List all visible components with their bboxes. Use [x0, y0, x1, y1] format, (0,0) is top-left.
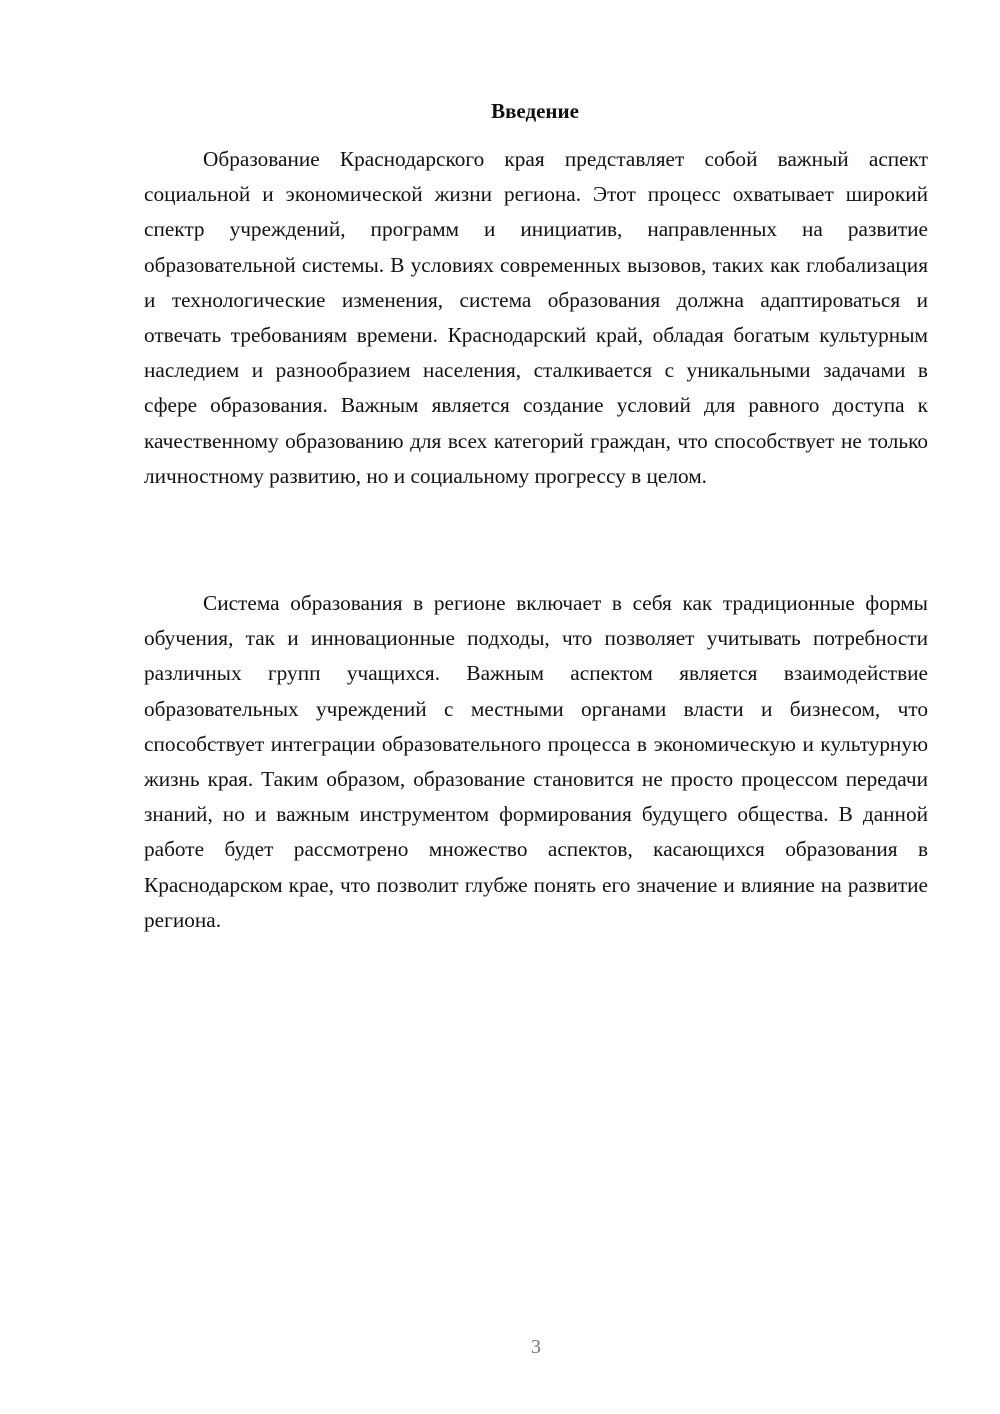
paragraph-text: Образование Краснодарского края представляет собой важный аспект социальной и экономической жизни региона. Этот процесс охватывает широкий спектр учреждений, программ и инициатив, направленных на развитие образовательной системы. В условиях современных вызовов, таких как глобализация и технологические изменения, система образования должна адаптироваться и отвечать требованиям времени. Краснодарский край, обладая богатым культурным наследием и разнообразием населения, сталкивается с уникальными задачами в сфере образования. Важным является создание условий для равного доступа к качественному образованию для всех категорий граждан, что способствует не только личностному развитию, но и социальному прогрессу в целом.	[144, 147, 928, 488]
paragraph-education-system	[144, 586, 928, 938]
page-number: 3	[531, 1336, 541, 1358]
section-heading: Введение	[491, 99, 579, 123]
paragraph-text: Система образования в регионе включает в себя как традиционные формы обучения, так и инновационные подходы, что позволяет учитывать потребности различных групп учащихся. Важным аспектом является взаимодействие образовательных учреждений с местными органами власти и бизнесом, что способствует интеграции образовательного процесса в экономическую и культурную жизнь края. Таким образом, образование становится не просто процессом передачи знаний, но и важным инструментом формирования будущего общества. В данной работе будет рассмотрено множество аспектов, касающихся образования в Краснодарском крае, что позволит глубже понять его значение и влияние на развитие региона.	[144, 591, 928, 932]
paragraph-intro	[144, 142, 928, 494]
